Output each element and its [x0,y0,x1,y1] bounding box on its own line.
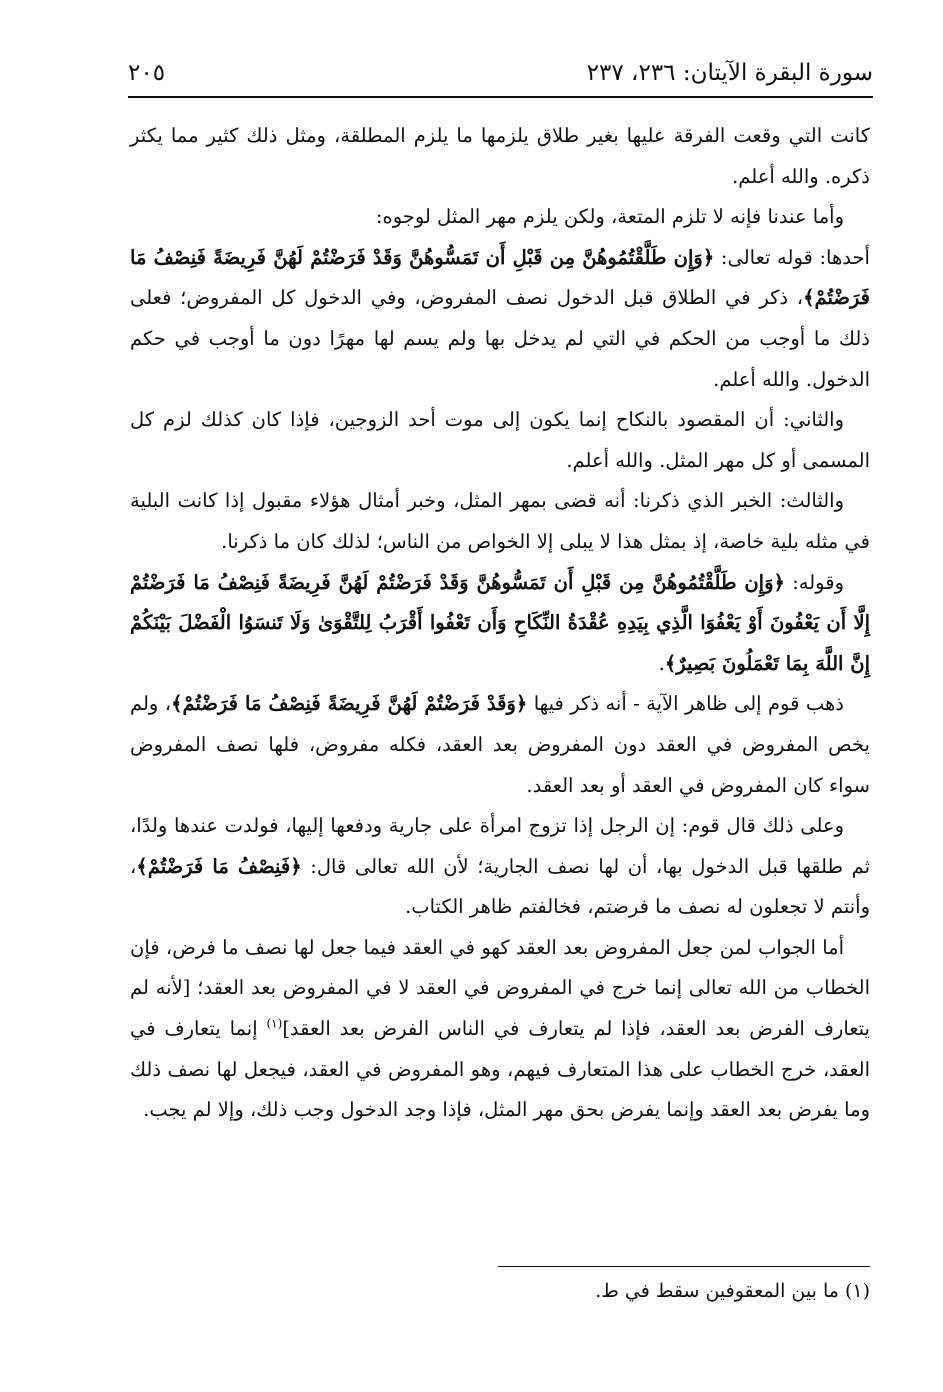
paragraph [130,116,870,197]
footnote-reference: (١) [266,1016,283,1031]
paragraph [130,238,870,400]
footnote-divider [498,1266,870,1267]
paragraph-text: والثالث: الخبر الذي ذكرنا: أنه قضى بمهر المثل، وخبر أمثال هؤلاء مقبول إذا كانت البلية في مثله بلية خاصة، إذ بمثل هذا لا يبلى إلا الخواص من الناس؛ لذلك كان ما ذكرنا. [130,489,870,553]
paragraph [130,684,870,806]
page-header [128,52,873,98]
quran-verse: ﴿وَإِن طَلَّقْتُمُوهُنَّ مِن قَبْلِ أَن تَمَسُّوهُنَّ وَقَدْ فَرَضْتُمْ لَهُنَّ فَرِيضَةً فَنِصْفُ مَا فَرَضْتُمْ إِلَّا أَن يَعْفُونَ أَوْ يَعْفُوَا الَّذِي بِيَدِهِ عُقْدَةُ النِّكَاحِ وَأَن تَعْفُوا أَقْرَبُ لِلتَّقْوَىٰ وَلَا تَنسَوُا الْفَضْلَ بَيْنَكُمْ إِنَّ اللَّهَ بِمَا تَعْمَلُونَ بَصِيرٌ﴾ [130,570,870,675]
paragraph-text: كانت التي وقعت الفرقة عليها بغير طلاق يلزمها ما يلزم المطلقة، ومثل ذلك كثير مما يكثر ذكره. والله أعلم. [130,124,870,188]
paragraph-text: وقوله: [784,570,844,594]
paragraph [130,481,870,562]
paragraph-text: وعلى ذلك قال قوم: إن الرجل إذا تزوج امرأة على جارية ودفعها إليها، فولدت عندها ولدًا، ثم طلقها قبل الدخول بها، أن لها نصف الجارية؛ لأن الله تعالى قال: [130,814,871,878]
quran-verse: ﴿وَقَدْ فَرَضْتُمْ لَهُنَّ فَرِيضَةً فَنِصْفُ مَا فَرَضْتُمْ﴾ [171,692,528,716]
paragraph-text: والثاني: أن المقصود بالنكاح إنما يكون إلى موت أحد الزوجين، فإذا كان كذلك لزم كل المسمى أو كل مهر المثل. والله أعلم. [130,408,870,472]
paragraph [130,563,870,685]
paragraph [130,806,870,928]
paragraph-text: أحدها: قوله تعالى: [714,245,870,269]
paragraph-text: ذهب قوم إلى ظاهر الآية - أنه ذكر فيها [527,692,844,716]
running-title: سورة البقرة الآيتان: ٢٣٦، ٢٣٧ [586,60,873,86]
paragraph [130,400,870,481]
paragraph-text: إنما يتعارف في العقد، خرج الخطاب على هذا المتعارف فيهم، وهو المفروض في العقد، فيجعل لها نصف ذلك وما يفرض بعد العقد وإنما يفرض بحق مهر المثل، فإذا وجد الدخول وجب ذلك، وإلا لم يجب. [130,1017,870,1122]
paragraph-text: أما الجواب لمن جعل المفروض بعد العقد كهو في العقد فيما جعل لها نصف ما فرض، فإن الخطاب من الله تعالى إنما خرج في المفروض في العقد لا في المفروض بعد العقد؛ [لأنه لم يتعارف الفرض بعد العقد، فإذا لم يتعارف في الناس الفرض بعد العقد] [130,935,870,1041]
page-body [130,116,870,1131]
paragraph [130,928,870,1131]
paragraph-text: ، وأنتم لا تجعلون له نصف ما فرضتم، فخالفتم ظاهر الكتاب. [130,854,870,919]
paragraph [130,197,870,238]
paragraph-text: . [658,651,665,675]
paragraph-text: ، ولم يخص المفروض في العقد دون المفروض بعد العقد، فكله مفروض، فلها نصف المفروض سواء كان المفروض في العقد أو بعد العقد. [130,692,870,797]
quran-verse: ﴿وَإِن طَلَّقْتُمُوهُنَّ مِن قَبْلِ أَن تَمَسُّوهُنَّ وَقَدْ فَرَضْتُمْ لَهُنَّ فَرِيضَةً فَنِصْفُ مَا فَرَضْتُمْ﴾ [130,245,870,310]
quran-verse: ﴿فَنِصْفُ مَا فَرَضْتُمْ﴾ [136,854,302,878]
paragraph-text: ، ذكر في الطلاق قبل الدخول نصف المفروض، وفي الدخول كل المفروض؛ فعلى ذلك ما أوجب من الحكم في التي لم يدخل بها ولم يسم لها مهرًا دون ما أوجب في حكم الدخول. والله أعلم. [130,286,870,391]
page-number: ٢٠٥ [128,60,166,86]
paragraph-text: وأما عندنا فإنه لا تلزم المتعة، ولكن يلزم مهر المثل لوجوه: [375,205,844,229]
footnote: (١) ما بين المعقوفين سقط في ط. [595,1280,870,1302]
